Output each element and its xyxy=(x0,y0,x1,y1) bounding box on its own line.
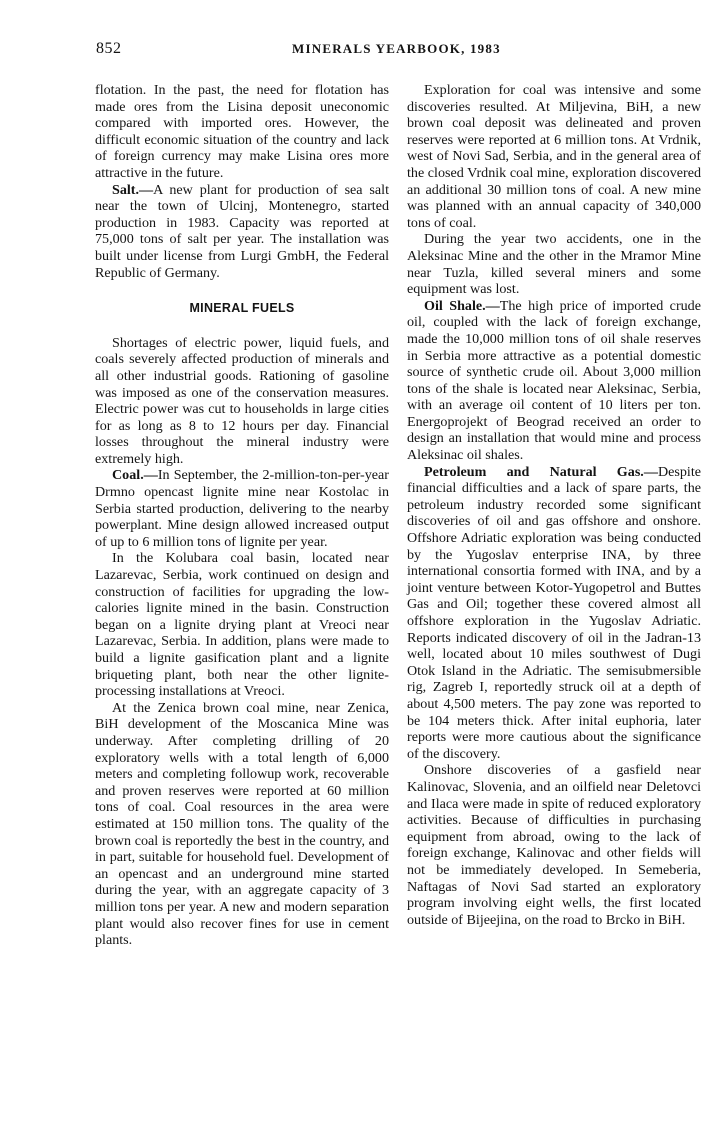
paragraph-flotation: flotation. In the past, the need for flotation has made ores from the Lisina deposit uneconomic compared with imported ores. However, the difficult economic situation of the country and lack of foreign currency may make Lisina ores more attractive in the future. xyxy=(95,82,389,181)
salt-subheading: Salt.— xyxy=(112,181,154,198)
paragraph-salt xyxy=(95,182,389,282)
paragraph-oil-shale xyxy=(407,298,701,464)
paragraph-zenica: At the Zenica brown coal mine, near Zenica, BiH development of the Moscanica Mine was underway. After completing drilling of 20 exploratory wells with a total length of 6,000 meters and completing followup work, recoverable and proven reserves were reported at 60 million tons of coal. Coal resources in the area were estimated at 150 million tons. The quality of the brown coal is reportedly the best in the country, and in part, suitable for household fuel. Development of an opencast and an underground mine started during the year, with an aggregate capacity of 3 million tons per year. A new and modern separation plant would also recover fines for use in cement plants. xyxy=(95,699,389,949)
petroleum-text: Despite financial difficulties and a lack of spare parts, the petroleum industry recorded some significant discoveries of oil and gas offshore and onshore. Offshore Adriatic exploration was being conducted by the Yugoslav enterprise INA, by three international consortia formed with INA, and by a joint venture between Kotor-Yugopetrol and Buttes Gas and Oil; together these covered almost all offshore exploration in the Yugoslav Adriatic. Reports indicated discovery of oil in the Jadran-13 well, located about 10 miles southwest of Dugi Otok Island in the Adriatic. The semisubmersible rig, Zagreb I, reportedly struck oil at a depth of about 4,500 meters. The pay zone was reported to be 104 meters thick. After inital euphoria, later reports were more cautious about the significance of the discovery. xyxy=(407,463,701,762)
coal-text: In September, the 2-million-ton-per-year Drmno opencast lignite mine near Kostolac in Serbia started production, delivering to the nearby powerplant. Mine design allowed increased output of up to 6 million tons of lignite per year. xyxy=(95,467,389,550)
paragraph-petroleum xyxy=(407,464,701,763)
paragraph-accidents: During the year two accidents, one in the Aleksinac Mine and the other in the Mramor Mine near Tuzla, killed several miners and some equipment was lost. xyxy=(407,231,701,298)
paragraph-coal-exploration: Exploration for coal was intensive and some discoveries resulted. At Miljevina, BiH, a new brown coal deposit was delineated and proven reserves were reported at 6 million tons. At Vrdnik, west of Novi Sad, Serbia, and in the general area of the closed Vrdnik coal mine, exploration discovered an additional 30 million tons of coal. A new mine was planned with an annual capacity of 340,000 tons of coal. xyxy=(407,82,701,231)
petroleum-subheading: Petroleum and Natural Gas.— xyxy=(424,463,658,480)
coal-subheading: Coal.— xyxy=(112,467,158,484)
left-column xyxy=(95,82,389,949)
page-header xyxy=(96,40,696,62)
running-title: MINERALS YEARBOOK, 1983 xyxy=(292,41,501,56)
salt-text: A new plant for production of sea salt near the town of Ulcinj, Montenegro, started production in 1983. Capacity was reported at 75,000 tons of salt per year. The installation was built under license from Lurgi GmbH, the Federal Republic of Germany. xyxy=(95,181,389,281)
paragraph-kolubara: In the Kolubara coal basin, located near Lazarevac, Serbia, work continued on design and construction of facilities for upgrading the low-calories lignite mined in the basin. Construction began on a lignite drying plant at Vreoci near Lazarevac, Serbia. In addition, plans were made to build a lignite gasification plant and a lignite briqueting plant, both near the other lignite-processing installations at Vreoci. xyxy=(95,550,389,700)
section-heading-mineral-fuels: MINERAL FUELS xyxy=(189,301,295,316)
right-column xyxy=(407,82,701,928)
paragraph-onshore: Onshore discoveries of a gasfield near Kalinovac, Slovenia, and an oilfield near Deletovci and Ilaca were made in spite of reduced exploratory activities. Because of difficulties in purchasing equipment from abroad, owing to the lack of foreign exchange, Kalinovac and other fields will not be immediately developed. In Semeberia, Naftagas of Novi Sad started an exploratory program involving eight wells, the first located outside of Bijeejina, on the road to Brcko in BiH. xyxy=(407,762,701,928)
paragraph-coal xyxy=(95,467,389,550)
oil-shale-subheading: Oil Shale.— xyxy=(424,297,500,314)
oil-shale-text: The high price of imported crude oil, coupled with the lack of foreign exchange, made the 10,000 million tons of oil shale reserves in Serbia more attractive as a potential domestic source of synthetic crude oil. About 3,000 million tons of the shale is located near Aleksinac, Serbia, with an average oil content of 10 liters per ton. Energoprojekt of Beograd received an order to design an installation that would mine and process Aleksinac oil shales. xyxy=(407,297,701,464)
paragraph-shortages: Shortages of electric power, liquid fuels, and coals severely affected production of minerals and all other industrial goods. Rationing of gasoline was imposed as one of the conservation measures. Electric power was cut to households in large cities for as long as 8 to 12 hours per day. Financial losses throughout the mineral industry were extremely high. xyxy=(95,334,389,467)
page-number: 852 xyxy=(96,40,122,57)
